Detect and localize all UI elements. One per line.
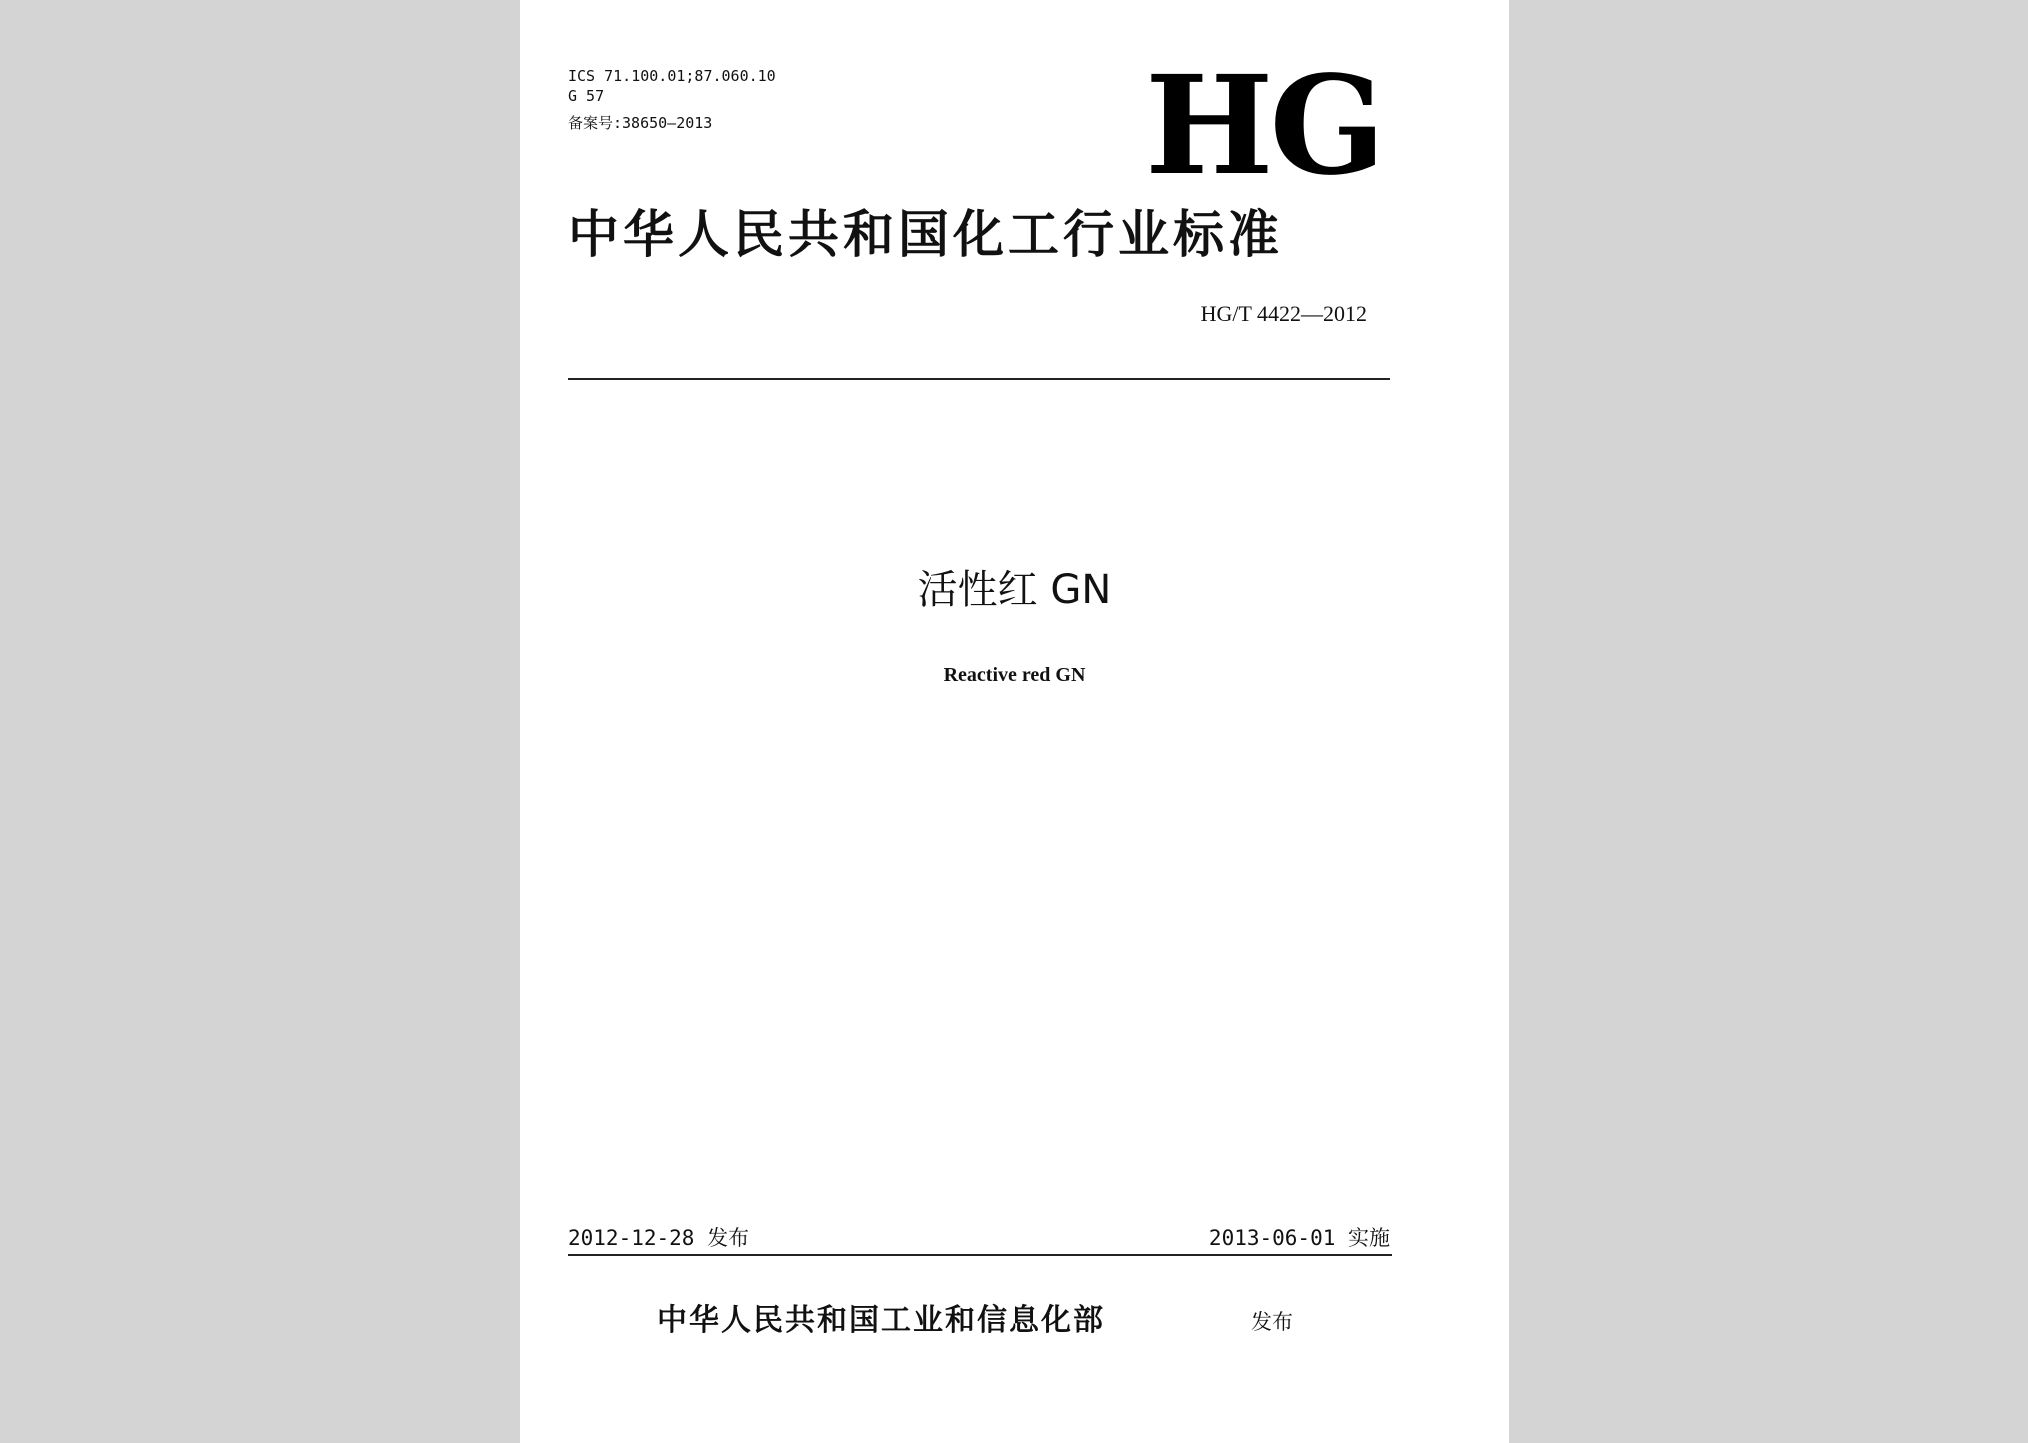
- ics-code: ICS 71.100.01;87.060.10: [568, 67, 776, 85]
- standard-title: 中华人民共和国化工行业标准: [568, 206, 1284, 265]
- document-page: [520, 0, 1509, 1443]
- hg-logo: HG: [1145, 46, 1382, 206]
- issuing-authority: 中华人民共和国工业和信息化部: [657, 1303, 1105, 1338]
- standard-number: HG/T 4422—2012: [1200, 301, 1367, 326]
- document-title-en: Reactive red GN: [943, 664, 1086, 686]
- document-title-cn: 活性红 GN: [917, 567, 1112, 613]
- footer-divider: [568, 1254, 1392, 1256]
- record-number: 备案号:38650—2013: [568, 114, 713, 132]
- publish-date: 2012-12-28 发布: [568, 1226, 750, 1250]
- header-divider: [568, 378, 1390, 380]
- issuing-label: 发布: [1251, 1310, 1293, 1334]
- ccs-code: G 57: [568, 87, 605, 105]
- effective-date: 2013-06-01 实施: [1208, 1226, 1390, 1250]
